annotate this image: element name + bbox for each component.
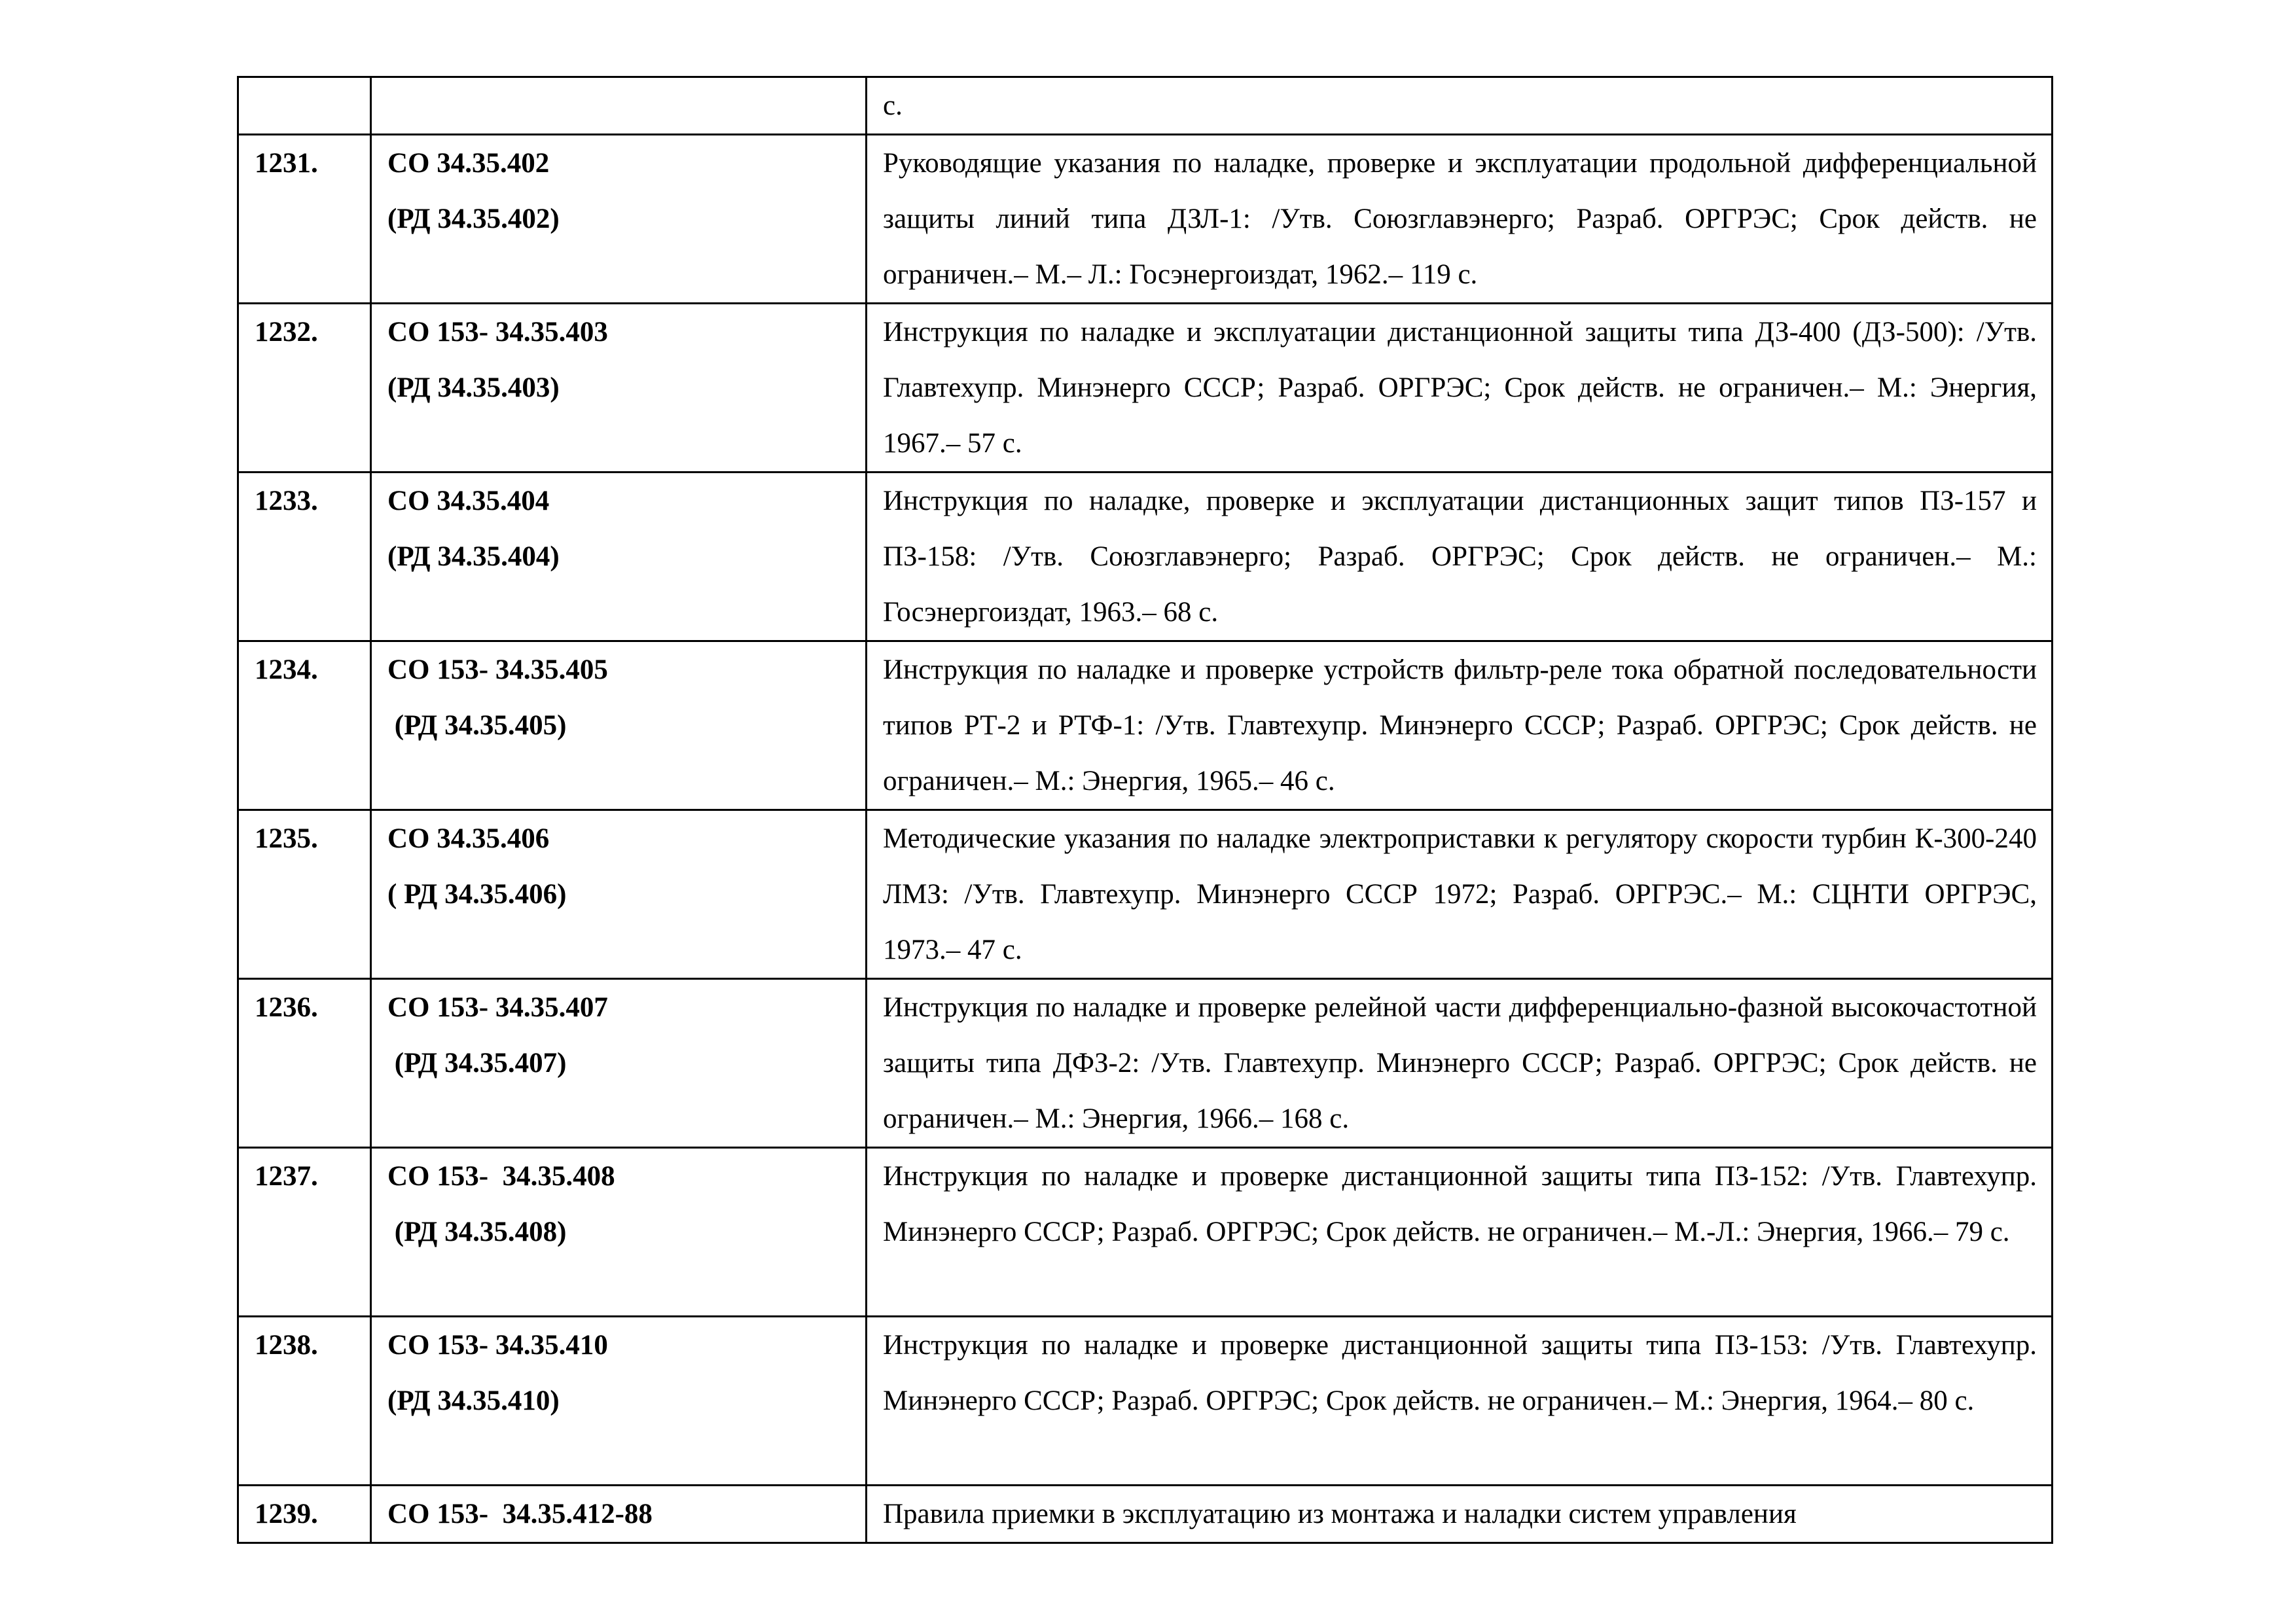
row-number: 1231. bbox=[238, 135, 371, 304]
code-line-co: СО 153- 34.35.410 bbox=[387, 1330, 608, 1361]
code-line-co: СО 34.35.406 bbox=[387, 823, 550, 854]
table-row bbox=[238, 135, 2053, 304]
row-number: 1233. bbox=[238, 473, 371, 641]
code-line-co: СО 153- 34.35.407 bbox=[387, 992, 608, 1023]
document-description: Инструкция по наладке и проверке релейной части дифференциально-фазной высокочастотной защиты типа ДФЗ-2: /Утв. Главтехупр. Минэнерго СССР; Разраб. ОРГРЭС; Срок действ. не ограничен.– М.: Энергия, 1966.– 168 с. bbox=[867, 979, 2053, 1148]
code-line-rd: (РД 34.35.402) bbox=[387, 204, 560, 234]
code-line-rd: (РД 34.35.410) bbox=[387, 1385, 560, 1416]
document-registry-table bbox=[237, 76, 2053, 1544]
code-line-rd: (РД 34.35.405) bbox=[387, 710, 567, 741]
document-description: Инструкция по наладке и проверке дистанционной защиты типа ПЗ-153: /Утв. Главтехупр. Минэнерго СССР; Разраб. ОРГРЭС; Срок действ. не ограничен.– М.: Энергия, 1964.– 80 с. bbox=[867, 1317, 2053, 1486]
document-code bbox=[371, 1148, 867, 1317]
document-description: с. bbox=[867, 77, 2053, 135]
code-line-rd: (РД 34.35.404) bbox=[387, 541, 560, 572]
document-code bbox=[371, 641, 867, 810]
document-code bbox=[371, 77, 867, 135]
row-number: 1236. bbox=[238, 979, 371, 1148]
row-number: 1239. bbox=[238, 1486, 371, 1543]
code-line-rd: (РД 34.35.408) bbox=[387, 1217, 567, 1247]
code-line-co: СО 34.35.404 bbox=[387, 486, 550, 516]
document-description: Инструкция по наладке и эксплуатации дистанционной защиты типа ДЗ-400 (ДЗ-500): /Утв. Главтехупр. Минэнерго СССР; Разраб. ОРГРЭС; Срок действ. не ограничен.– М.: Энергия, 1967.– 57 с. bbox=[867, 304, 2053, 473]
code-line-rd: ( РД 34.35.406) bbox=[387, 879, 567, 910]
code-line-co: СО 34.35.402 bbox=[387, 148, 550, 179]
table-row bbox=[238, 1486, 2053, 1543]
document-description: Инструкция по наладке и проверке устройств фильтр-реле тока обратной последовательности типов РТ-2 и РТФ-1: /Утв. Главтехупр. Минэнерго СССР; Разраб. ОРГРЭС; Срок действ. не ограничен.– М.: Энергия, 1965.– 46 с. bbox=[867, 641, 2053, 810]
code-line-co: СО 153- 34.35.405 bbox=[387, 654, 608, 685]
row-number: 1237. bbox=[238, 1148, 371, 1317]
document-description: Инструкция по наладке и проверке дистанционной защиты типа ПЗ-152: /Утв. Главтехупр. Минэнерго СССР; Разраб. ОРГРЭС; Срок действ. не ограничен.– М.-Л.: Энергия, 1966.– 79 с. bbox=[867, 1148, 2053, 1317]
code-line-rd: (РД 34.35.407) bbox=[387, 1048, 567, 1079]
row-number: 1238. bbox=[238, 1317, 371, 1486]
document-description: Методические указания по наладке электроприставки к регулятору скорости турбин К-300-240 ЛМЗ: /Утв. Главтехупр. Минэнерго СССР 1972; Разраб. ОРГРЭС.– М.: СЦНТИ ОРГРЭС, 1973.– 47 с. bbox=[867, 810, 2053, 979]
document-description: Правила приемки в эксплуатацию из монтажа и наладки систем управления bbox=[867, 1486, 2053, 1543]
table-row bbox=[238, 641, 2053, 810]
table-row bbox=[238, 979, 2053, 1148]
table-row bbox=[238, 1317, 2053, 1486]
table-row bbox=[238, 810, 2053, 979]
table-row bbox=[238, 304, 2053, 473]
document-code bbox=[371, 1317, 867, 1486]
row-number bbox=[238, 77, 371, 135]
document-code bbox=[371, 135, 867, 304]
document-code bbox=[371, 304, 867, 473]
table-row bbox=[238, 473, 2053, 641]
code-line-co: СО 153- 34.35.408 bbox=[387, 1161, 615, 1192]
table-row-continuation bbox=[238, 77, 2053, 135]
code-line-co: СО 153- 34.35.403 bbox=[387, 317, 608, 348]
document-description: Руководящие указания по наладке, проверке и эксплуатации продольной дифференциальной защиты линий типа ДЗЛ-1: /Утв. Союзглавэнерго; Разраб. ОРГРЭС; Срок действ. не ограничен.– М.– Л.: Госэнергоиздат, 1962.– 119 с. bbox=[867, 135, 2053, 304]
document-code bbox=[371, 979, 867, 1148]
document-description: Инструкция по наладке, проверке и эксплуатации дистанционных защит типов ПЗ-157 и ПЗ-158: /Утв. Союзглавэнерго; Разраб. ОРГРЭС; Срок действ. не ограничен.– М.: Госэнергоиздат, 1963.– 68 с. bbox=[867, 473, 2053, 641]
document-code bbox=[371, 473, 867, 641]
row-number: 1232. bbox=[238, 304, 371, 473]
document-code bbox=[371, 810, 867, 979]
row-number: 1234. bbox=[238, 641, 371, 810]
code-line-rd: (РД 34.35.403) bbox=[387, 372, 560, 403]
table-row bbox=[238, 1148, 2053, 1317]
row-number: 1235. bbox=[238, 810, 371, 979]
document-code bbox=[371, 1486, 867, 1543]
code-line-co: СО 153- 34.35.412-88 bbox=[387, 1499, 653, 1529]
